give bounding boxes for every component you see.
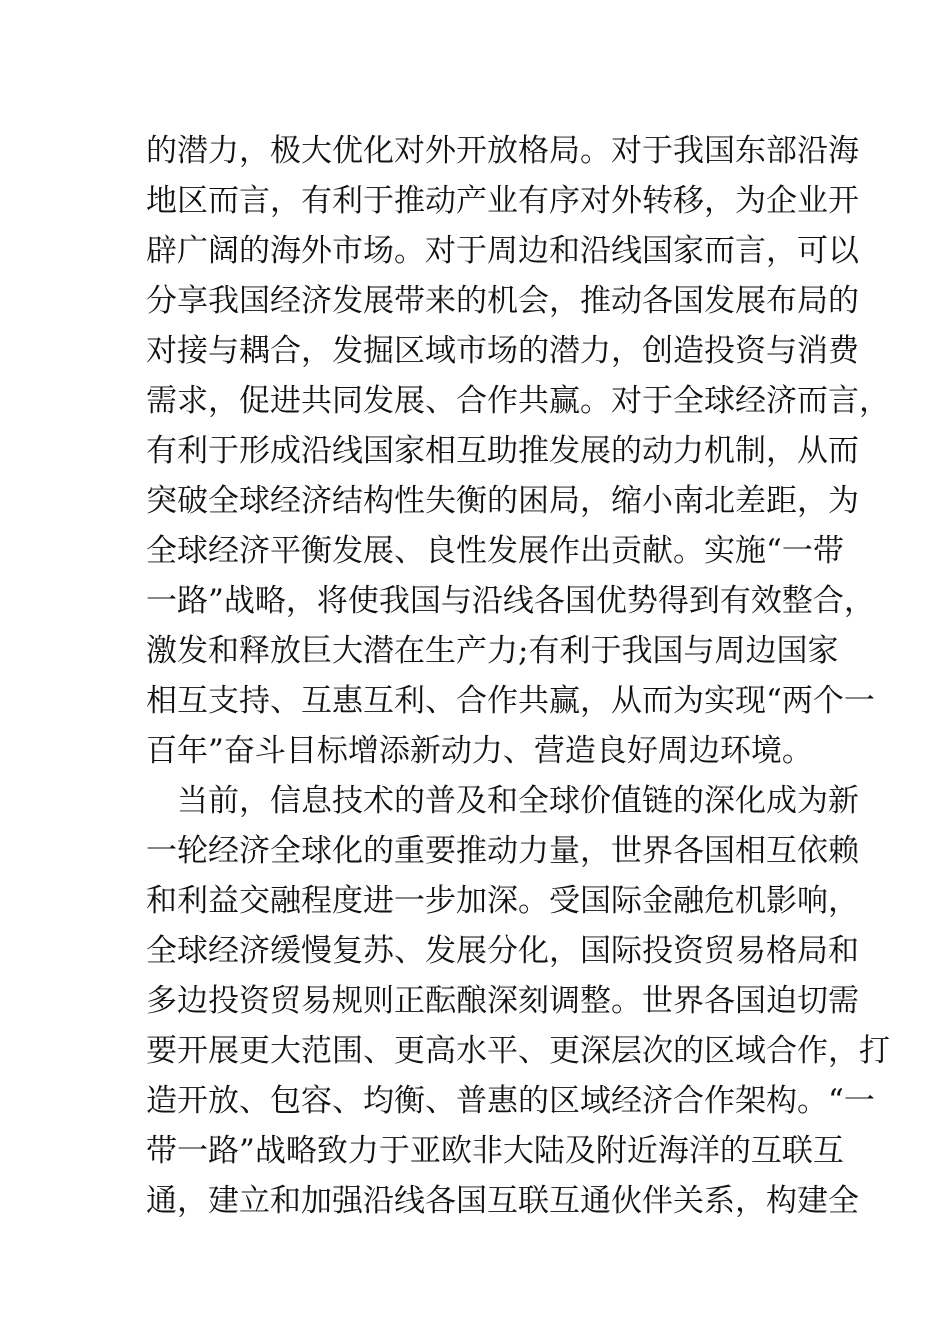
- text-line: 全球经济平衡发展、良性发展作出贡献。实施“一带: [146, 533, 844, 569]
- text-line: 的潜力，极大优化对外开放格局。对于我国东部沿海: [146, 133, 859, 169]
- text-line: 一路”战略，将使我国与沿线各国优势得到有效整合，: [146, 583, 875, 619]
- text-line: 有利于形成沿线国家相互助推发展的动力机制，从而: [146, 433, 859, 469]
- text-line: 突破全球经济结构性失衡的困局，缩小南北差距，为: [146, 483, 859, 519]
- text-line: 和利益交融程度进一步加深。受国际金融危机影响，: [146, 883, 859, 919]
- text-line-indented: 当前，信息技术的普及和全球价值链的深化成为新: [177, 783, 859, 819]
- text-line: 分享我国经济发展带来的机会，推动各国发展布局的: [146, 283, 859, 319]
- text-line: 要开展更大范围、更高水平、更深层次的区域合作，打: [146, 1033, 890, 1069]
- text-line: 地区而言，有利于推动产业有序对外转移，为企业开: [146, 183, 859, 219]
- text-line: 需求，促进共同发展、合作共赢。对于全球经济而言，: [146, 383, 890, 419]
- text-line: 通，建立和加强沿线各国互联互通伙伴关系，构建全: [146, 1183, 859, 1219]
- text-line: 多边投资贸易规则正酝酿深刻调整。世界各国迫切需: [146, 983, 859, 1019]
- text-line: 对接与耦合，发掘区域市场的潜力，创造投资与消费: [146, 333, 859, 369]
- text-line: 激发和释放巨大潜在生产力;有利于我国与周边国家: [146, 633, 839, 669]
- text-line: 带一路”战略致力于亚欧非大陆及附近海洋的互联互: [146, 1133, 844, 1169]
- body-text: [146, 126, 890, 1226]
- text-line: 百年”奋斗目标增添新动力、营造良好周边环境。: [146, 733, 813, 769]
- paragraph-2: [146, 776, 890, 1226]
- text-line: 造开放、包容、均衡、普惠的区域经济合作架构。“一: [146, 1083, 875, 1119]
- paragraph-1: [146, 126, 890, 776]
- text-line: 一轮经济全球化的重要推动力量，世界各国相互依赖: [146, 833, 859, 869]
- text-line: 辟广阔的海外市场。对于周边和沿线国家而言，可以: [146, 233, 859, 269]
- text-line: 全球经济缓慢复苏、发展分化，国际投资贸易格局和: [146, 933, 859, 969]
- text-line: 相互支持、互惠互利、合作共赢，从而为实现“两个一: [146, 683, 875, 719]
